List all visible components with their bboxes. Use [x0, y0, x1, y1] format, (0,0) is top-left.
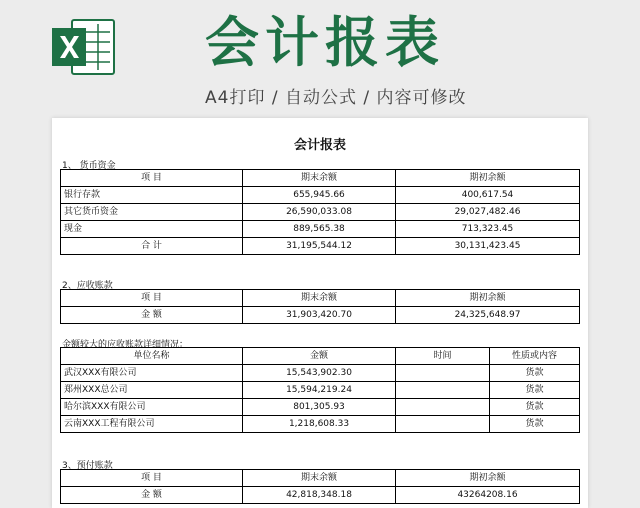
cash-table	[60, 169, 580, 255]
excel-icon	[50, 18, 116, 76]
banner	[0, 0, 640, 118]
end-balance-cell: 42,818,348.18	[243, 487, 396, 504]
header-cell: 期末余额	[243, 170, 396, 187]
table-header-row	[61, 470, 580, 487]
end-balance-cell: 31,903,420.70	[243, 307, 396, 324]
amount-cell: 15,594,219.24	[243, 382, 396, 399]
amount-cell: 15,543,902.30	[243, 365, 396, 382]
table-row	[61, 399, 580, 416]
time-cell	[396, 416, 490, 433]
unit-cell: 云南XXX工程有限公司	[61, 416, 243, 433]
document-sheet	[52, 118, 588, 508]
banner-subtitle: A4打印 / 自动公式 / 内容可修改	[205, 88, 467, 108]
receivable-heading: 2、应收账款	[62, 281, 113, 291]
header-cell: 期初余额	[396, 290, 580, 307]
end-balance-cell: 655,945.66	[243, 187, 396, 204]
item-cell: 其它货币资金	[61, 204, 243, 221]
item-cell: 合 计	[61, 238, 243, 255]
item-cell: 现金	[61, 221, 243, 238]
time-cell	[396, 365, 490, 382]
table-row	[61, 487, 580, 504]
nature-cell: 货款	[490, 365, 580, 382]
table-header-row	[61, 290, 580, 307]
header-cell: 性质或内容	[490, 348, 580, 365]
begin-balance-cell: 24,325,648.97	[396, 307, 580, 324]
unit-cell: 郑州XXX总公司	[61, 382, 243, 399]
table-row	[61, 416, 580, 433]
header-cell: 时间	[396, 348, 490, 365]
item-cell: 金 额	[61, 307, 243, 324]
receivable-table	[60, 289, 580, 324]
unit-cell: 哈尔滨XXX有限公司	[61, 399, 243, 416]
header-cell: 金额	[243, 348, 396, 365]
item-cell: 金 额	[61, 487, 243, 504]
table-row	[61, 307, 580, 324]
total-row	[61, 238, 580, 255]
header-cell: 期初余额	[396, 170, 580, 187]
end-balance-cell: 889,565.38	[243, 221, 396, 238]
begin-balance-cell: 43264208.16	[396, 487, 580, 504]
time-cell	[396, 382, 490, 399]
table-header-row	[61, 348, 580, 365]
table-row	[61, 187, 580, 204]
begin-balance-cell: 29,027,482.46	[396, 204, 580, 221]
nature-cell: 货款	[490, 382, 580, 399]
table-row	[61, 365, 580, 382]
detail-heading: 金额较大的应收账款详细情况：	[62, 340, 189, 350]
begin-balance-cell: 30,131,423.45	[396, 238, 580, 255]
table-header-row	[61, 170, 580, 187]
unit-cell: 武汉XXX有限公司	[61, 365, 243, 382]
nature-cell: 货款	[490, 416, 580, 433]
header-cell: 项 目	[61, 470, 243, 487]
header-cell: 单位名称	[61, 348, 243, 365]
begin-balance-cell: 400,617.54	[396, 187, 580, 204]
end-balance-cell: 31,195,544.12	[243, 238, 396, 255]
item-cell: 银行存款	[61, 187, 243, 204]
header-cell: 期初余额	[396, 470, 580, 487]
time-cell	[396, 399, 490, 416]
amount-cell: 801,305.93	[243, 399, 396, 416]
banner-title: 会计报表	[205, 11, 445, 74]
table-row	[61, 382, 580, 399]
prepaid-heading: 3、预付账款	[62, 461, 113, 471]
amount-cell: 1,218,608.33	[243, 416, 396, 433]
end-balance-cell: 26,590,033.08	[243, 204, 396, 221]
header-cell: 期末余额	[243, 290, 396, 307]
cash-heading: 1、 货币资金	[62, 161, 116, 171]
prepaid-table	[60, 469, 580, 504]
nature-cell: 货款	[490, 399, 580, 416]
detail-table	[60, 347, 580, 433]
table-row	[61, 221, 580, 238]
document-title: 会计报表	[293, 138, 346, 153]
header-cell: 项 目	[61, 290, 243, 307]
header-cell: 期末余额	[243, 470, 396, 487]
header-cell: 项 目	[61, 170, 243, 187]
begin-balance-cell: 713,323.45	[396, 221, 580, 238]
table-row	[61, 204, 580, 221]
